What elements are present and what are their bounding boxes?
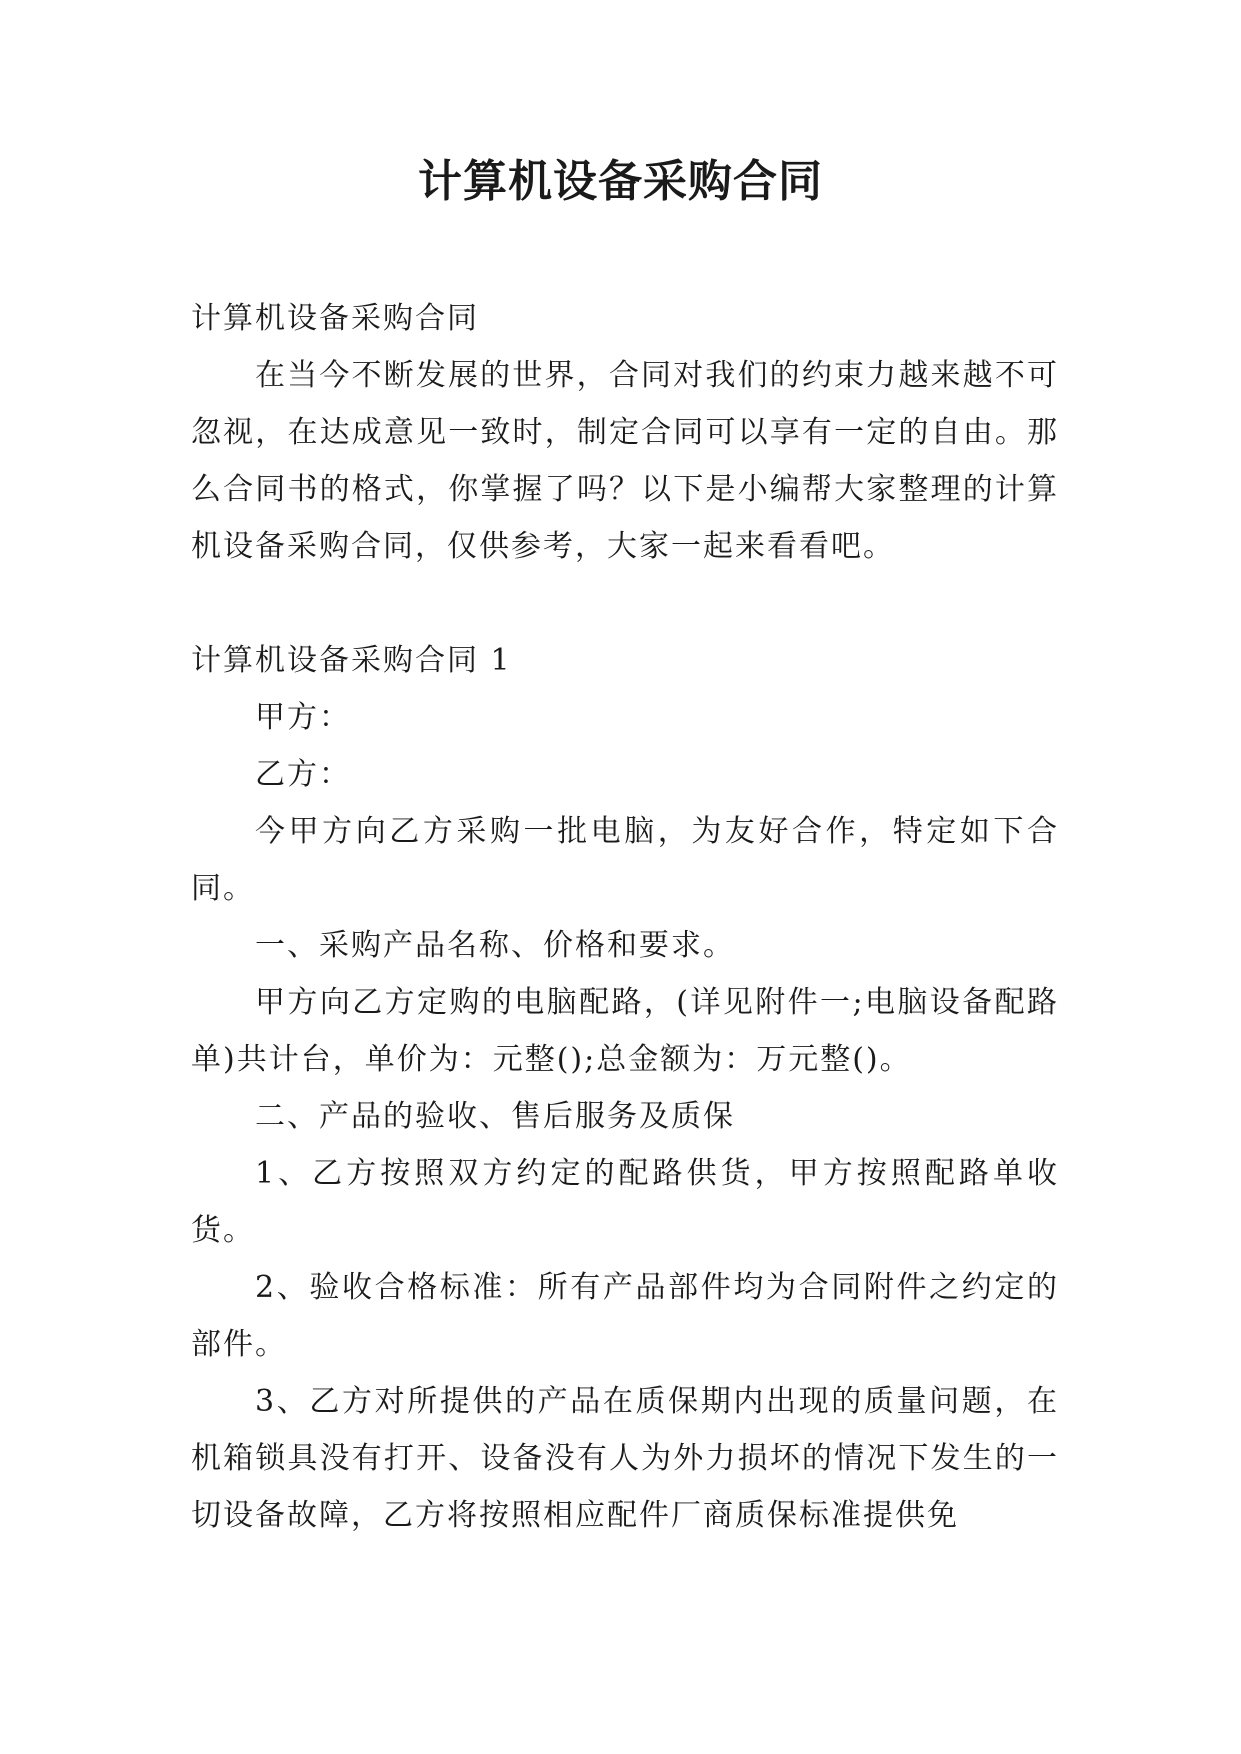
document-title: 计算机设备采购合同 xyxy=(418,156,823,207)
clause-2-item-2: 2、验收合格标准：所有产品部件均为合同附件之约定的部件。 xyxy=(191,1270,1059,1362)
clause-1-text: 甲方向乙方定购的电脑配路，(详见附件一;电脑设备配路单)共计台，单价为：元整();总金额为：万元整()。 xyxy=(191,985,1059,1077)
clause-2-heading: 二、产品的验收、售后服务及质保 xyxy=(255,1099,735,1134)
intro-paragraph: 在当今不断发展的世界，合同对我们的约束力越来越不可忽视，在达成意见一致时，制定合同可以享有一定的自由。那么合同书的格式，你掌握了吗？以下是小编帮大家整理的计算机设备采购合同，仅供参考，大家一起来看看吧。 xyxy=(191,358,1059,564)
paragraph-spacer xyxy=(191,575,1059,632)
preamble-paragraph: 今甲方向乙方采购一批电脑，为友好合作，特定如下合同。 xyxy=(191,814,1059,906)
party-a-line: 甲方： xyxy=(255,700,351,735)
clause-1-heading: 一、采购产品名称、价格和要求。 xyxy=(255,928,735,963)
section-heading: 计算机设备采购合同 1 xyxy=(191,643,512,678)
clause-2-item-3: 3、乙方对所提供的产品在质保期内出现的质量问题，在机箱锁具没有打开、设备没有人为外力损坏的情况下发生的一切设备故障，乙方将按照相应配件厂商质保标准提供免 xyxy=(191,1384,1059,1533)
document-body xyxy=(191,290,1059,1544)
document-subtitle: 计算机设备采购合同 xyxy=(191,301,479,336)
clause-2-item-1: 1、乙方按照双方约定的配路供货，甲方按照配路单收货。 xyxy=(191,1156,1059,1248)
party-b-line: 乙方： xyxy=(255,757,351,792)
